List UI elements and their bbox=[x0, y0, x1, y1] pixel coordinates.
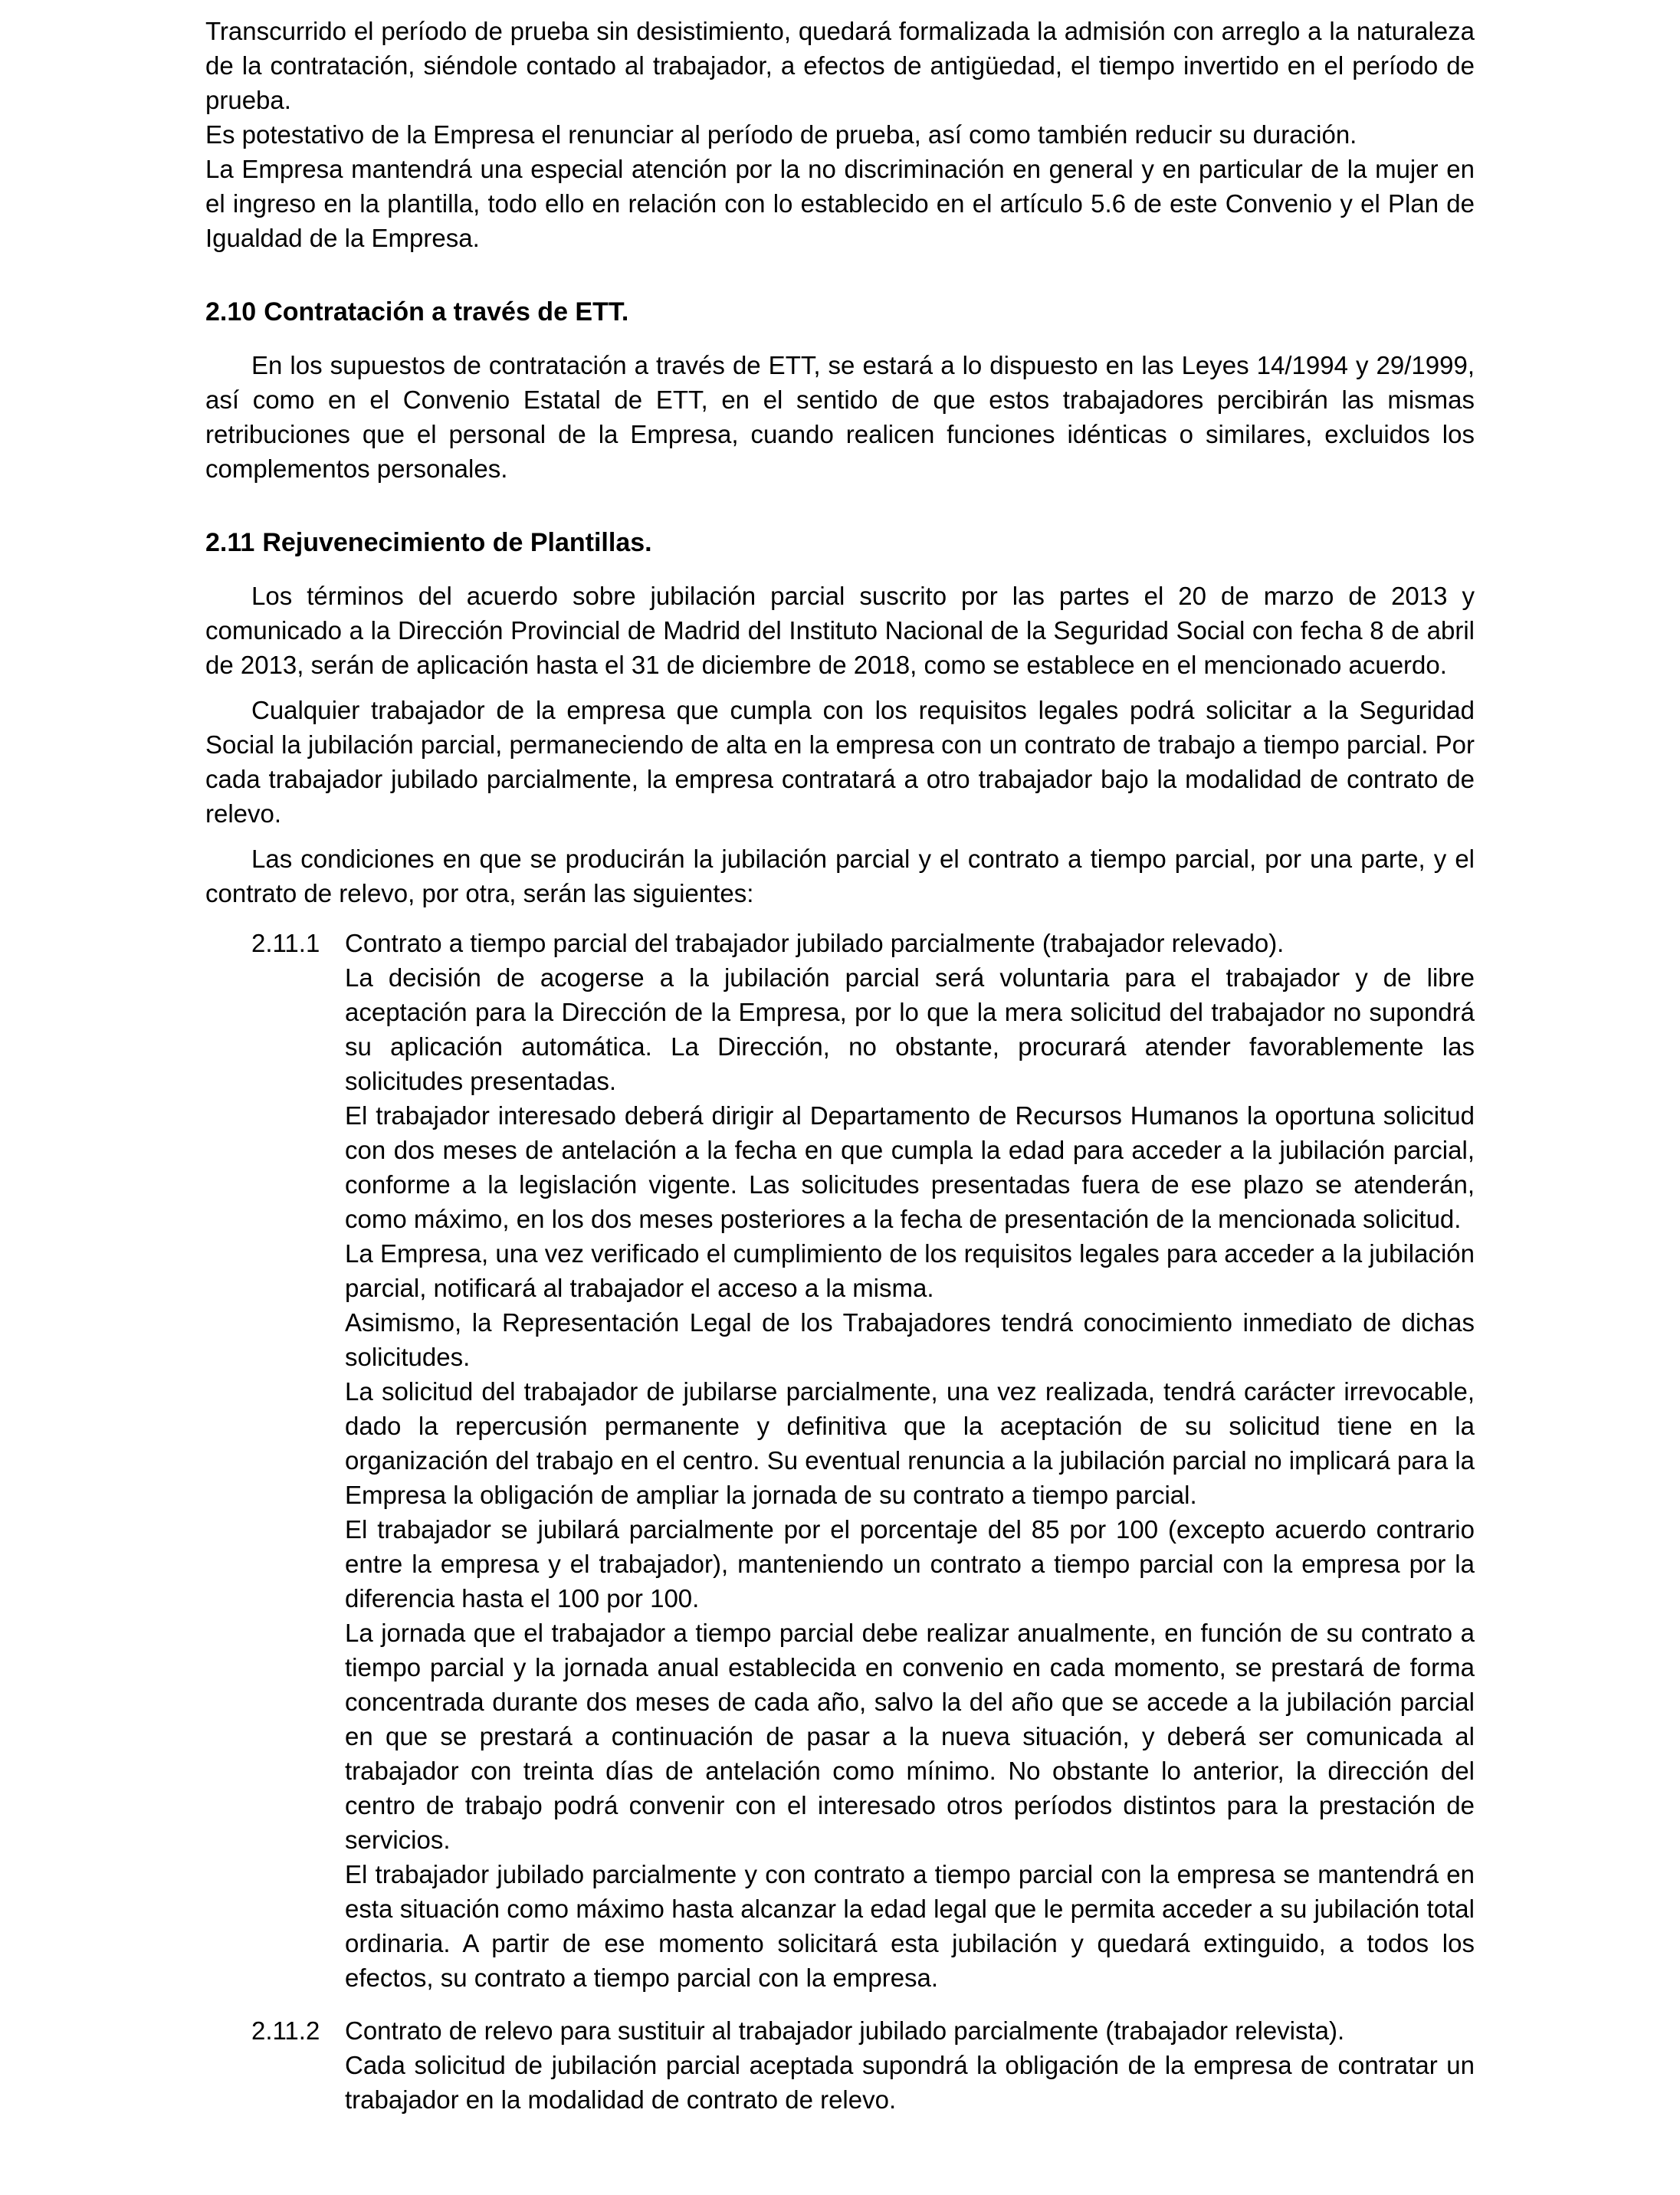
paragraph: La solicitud del trabajador de jubilarse parcialmente, una vez realizada, tendrá carácter irrevocable, dado la repercusión permanente y definitiva que la aceptación de su solicitud tiene en la organización del trabajo en el centro. Su eventual renuncia a la jubilación parcial no implicará para la Empresa la obligación de ampliar la jornada de su contrato a tiempo parcial. bbox=[345, 1377, 1475, 1509]
subsection-heading bbox=[205, 926, 1475, 960]
paragraph: Transcurrido el período de prueba sin desistimiento, quedará formalizada la admisión con arreglo a la naturaleza de la contratación, siéndole contado al trabajador, a efectos de antigüedad, el tiempo invertido en el período de prueba. bbox=[205, 17, 1475, 114]
subsection-body bbox=[345, 960, 1475, 1995]
subsection-body bbox=[345, 2048, 1475, 2117]
paragraph: En los supuestos de contratación a través de ETT, se estará a lo dispuesto en las Leyes 14/1994 y 29/1999, así como en el Convenio Estatal de ETT, en el sentido de que estos trabajadores percibirán las mismas retribuciones que el personal de la Empresa, cuando realicen funciones idénticas o similares, excluidos los complementos personales. bbox=[205, 351, 1475, 483]
subsection-2-11-1 bbox=[205, 926, 1475, 1995]
document-page bbox=[205, 14, 1475, 2117]
subsection-number: 2.11.2 bbox=[251, 2016, 320, 2045]
intro-block bbox=[205, 14, 1475, 255]
paragraph: La decisión de acogerse a la jubilación parcial será voluntaria para el trabajador y de libre aceptación para la Dirección de la Empresa, por lo que la mera solicitud del trabajador no supondrá su aplicación automática. La Dirección, no obstante, procurará atender favorablemente las solicitudes presentadas. bbox=[345, 963, 1475, 1095]
paragraph: Cada solicitud de jubilación parcial aceptada supondrá la obligación de la empresa de contratar un trabajador en la modalidad de contrato de relevo. bbox=[345, 2051, 1475, 2114]
subsection-title: Contrato a tiempo parcial del trabajador jubilado parcialmente (trabajador relevado). bbox=[345, 929, 1285, 957]
section-heading-2-11 bbox=[205, 526, 1475, 560]
subsection-number: 2.11.1 bbox=[251, 929, 320, 957]
paragraph: Asimismo, la Representación Legal de los Trabajadores tendrá conocimiento inmediato de dichas solicitudes. bbox=[345, 1308, 1475, 1371]
paragraph: El trabajador jubilado parcialmente y con contrato a tiempo parcial con la empresa se mantendrá en esta situación como máximo hasta alcanzar la edad legal que le permita acceder a su jubilación total ordinaria. A partir de ese momento solicitará esta jubilación y quedará extinguido, a todos los efectos, su contrato a tiempo parcial con la empresa. bbox=[345, 1860, 1475, 1992]
paragraph: Los términos del acuerdo sobre jubilación parcial suscrito por las partes el 20 de marzo de 2013 y comunicado a la Dirección Provincial de Madrid del Instituto Nacional de la Seguridad Social con fecha 8 de abril de 2013, serán de aplicación hasta el 31 de diciembre de 2018, como se establece en el mencionado acuerdo. bbox=[205, 582, 1475, 679]
section-number: 2.10 bbox=[205, 297, 257, 326]
section-title: Rejuvenecimiento de Plantillas. bbox=[262, 528, 652, 557]
subsection-2-11-2 bbox=[205, 2013, 1475, 2117]
paragraph: La Empresa mantendrá una especial atención por la no discriminación en general y en particular de la mujer en el ingreso en la plantilla, todo ello en relación con lo establecido en el artículo 5.6 de este Convenio y el Plan de Igualdad de la Empresa. bbox=[205, 155, 1475, 252]
section-number: 2.11 bbox=[205, 528, 255, 557]
section-title: Contratación a través de ETT. bbox=[264, 297, 629, 326]
paragraph: El trabajador interesado deberá dirigir al Departamento de Recursos Humanos la oportuna solicitud con dos meses de antelación a la fecha en que cumpla la edad para acceder a la jubilación parcial, conforme a la legislación vigente. Las solicitudes presentadas fuera de ese plazo se atenderán, como máximo, en los dos meses posteriores a la fecha de presentación de la mencionada solicitud. bbox=[345, 1101, 1475, 1233]
paragraph: Cualquier trabajador de la empresa que cumpla con los requisitos legales podrá solicitar a la Seguridad Social la jubilación parcial, permaneciendo de alta en la empresa con un contrato de trabajo a tiempo parcial. Por cada trabajador jubilado parcialmente, la empresa contratará a otro trabajador bajo la modalidad de contrato de relevo. bbox=[205, 696, 1475, 828]
paragraph: La jornada que el trabajador a tiempo parcial debe realizar anualmente, en función de su contrato a tiempo parcial y la jornada anual establecida en convenio en cada momento, se prestará de forma concentrada durante dos meses de cada año, salvo la del año que se accede a la jubilación parcial en que se prestará a continuación de pasar a la nueva situación, y deberá ser comunicada al trabajador con treinta días de antelación como mínimo. No obstante lo anterior, la dirección del centro de trabajo podrá convenir con el interesado otros períodos distintos para la prestación de servicios. bbox=[345, 1619, 1475, 1854]
paragraph: La Empresa, una vez verificado el cumplimiento de los requisitos legales para acceder a la jubilación parcial, notificará al trabajador el acceso a la misma. bbox=[345, 1239, 1475, 1302]
section-heading-2-10 bbox=[205, 295, 1475, 330]
paragraph: Las condiciones en que se producirán la jubilación parcial y el contrato a tiempo parcial, por una parte, y el contrato de relevo, por otra, serán las siguientes: bbox=[205, 845, 1475, 907]
paragraph: El trabajador se jubilará parcialmente por el porcentaje del 85 por 100 (excepto acuerdo contrario entre la empresa y el trabajador), manteniendo un contrato a tiempo parcial con la empresa por la diferencia hasta el 100 por 100. bbox=[345, 1515, 1475, 1613]
paragraph: Es potestativo de la Empresa el renunciar al período de prueba, así como también reducir su duración. bbox=[205, 120, 1357, 149]
subsection-title: Contrato de relevo para sustituir al trabajador jubilado parcialmente (trabajador relevista). bbox=[345, 2016, 1345, 2045]
subsection-heading bbox=[205, 2013, 1475, 2048]
